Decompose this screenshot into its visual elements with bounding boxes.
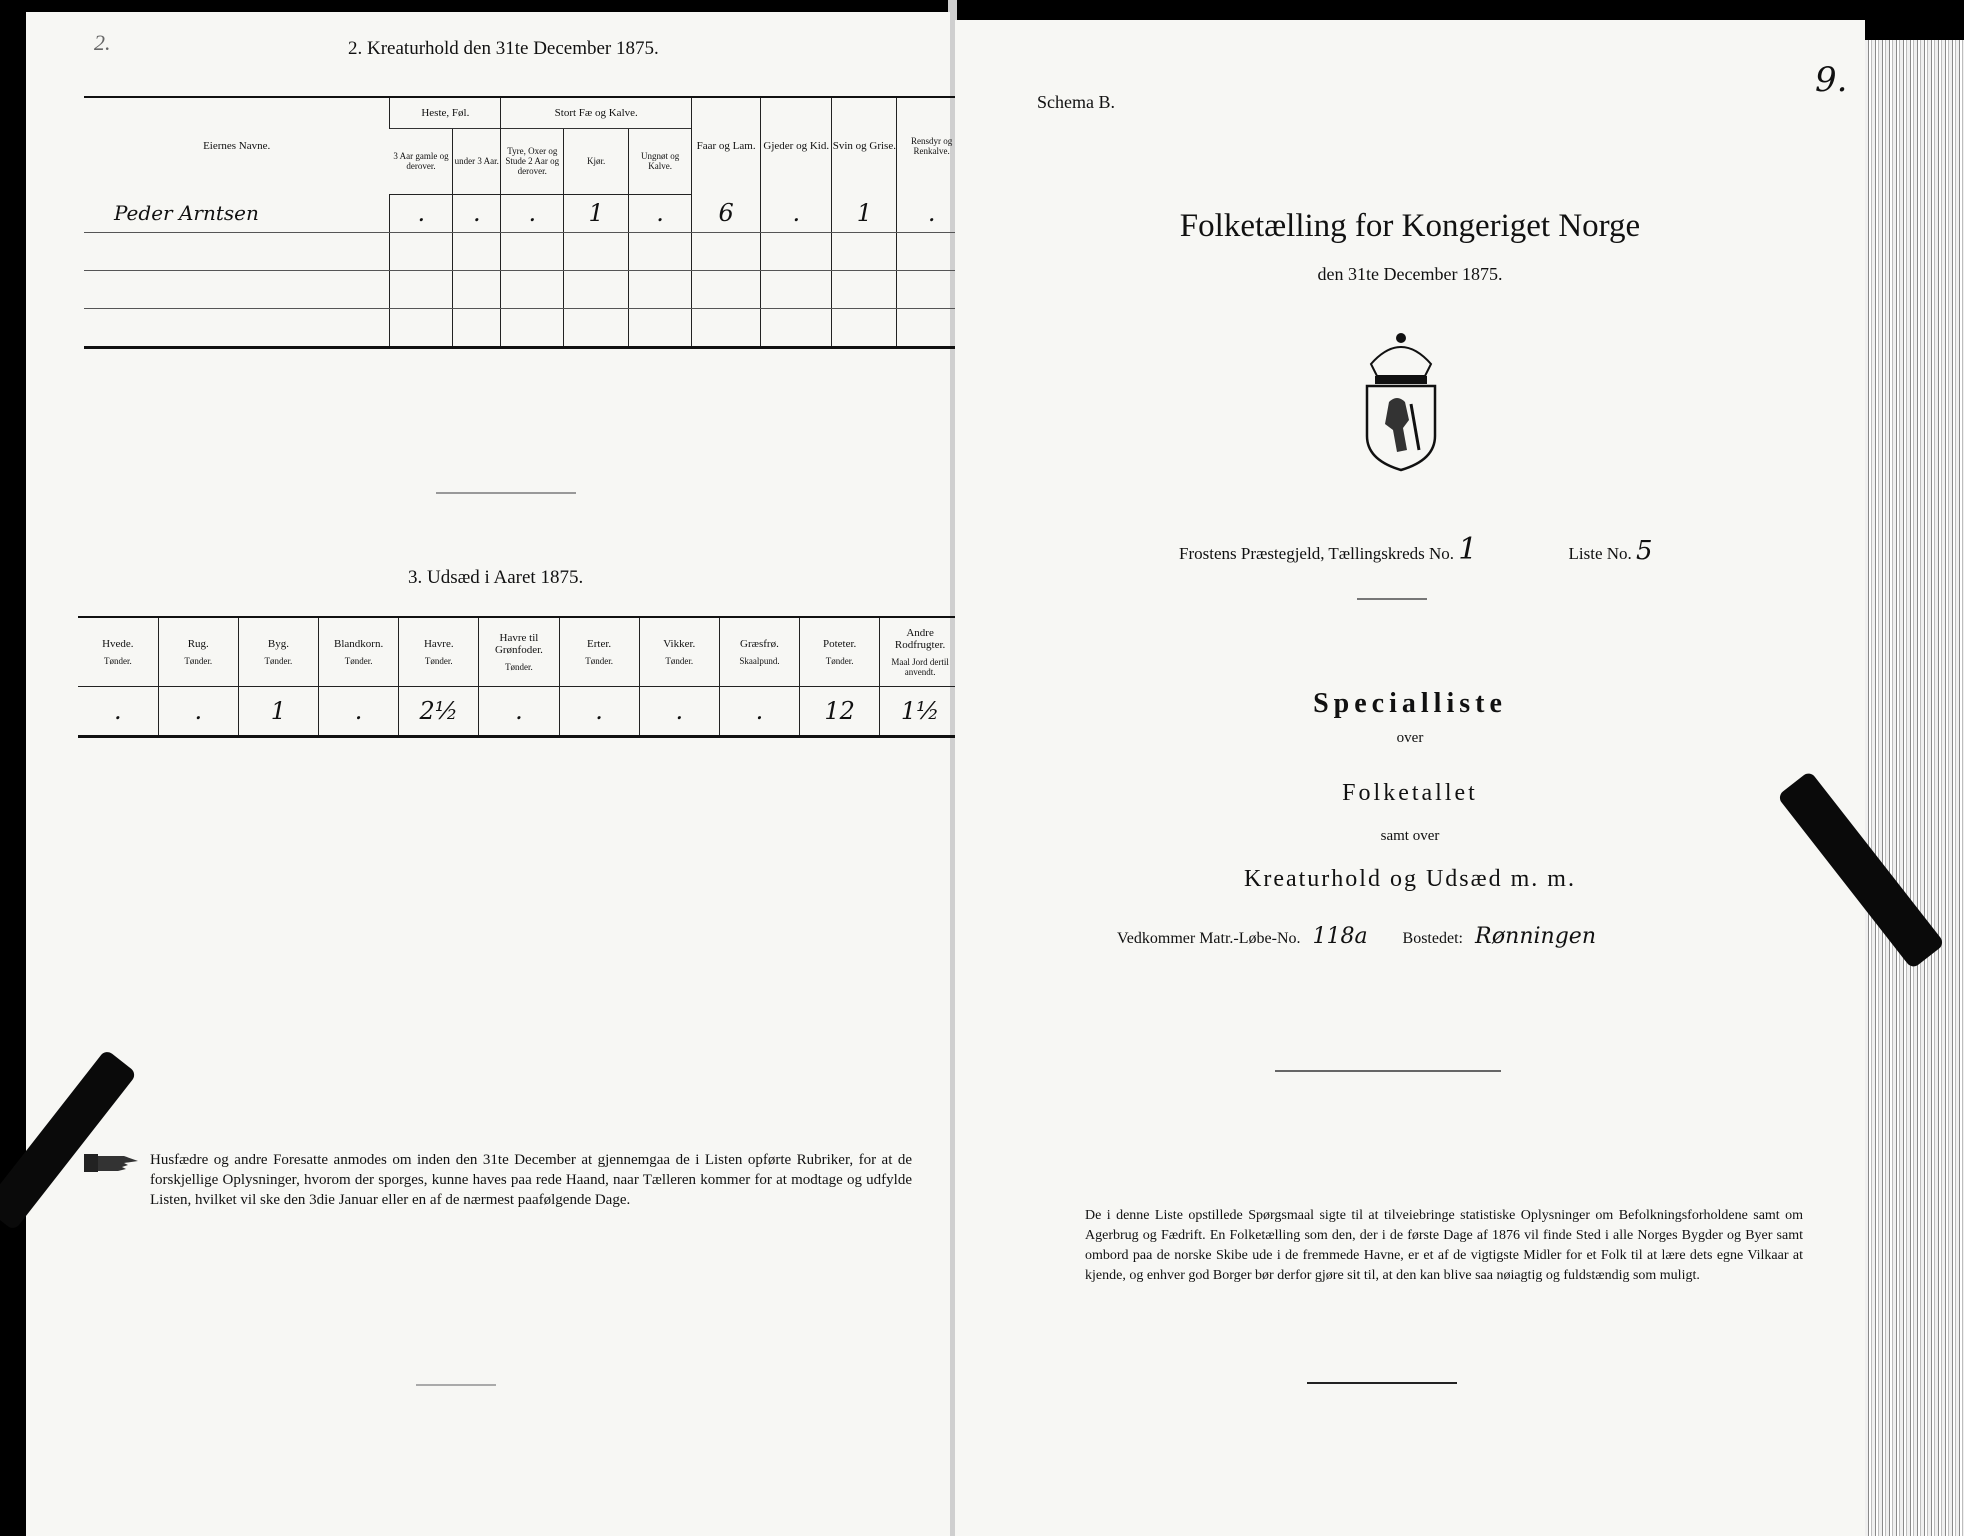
cell-pigs: 1 — [832, 194, 897, 232]
sowing-header-name: Havre. — [423, 638, 454, 650]
sowing-value: . — [319, 687, 399, 737]
sowing-header-name: Poteter. — [822, 638, 857, 650]
sowing-value: . — [639, 687, 719, 737]
cell-horses-old: . — [390, 194, 453, 232]
reindeer-header: Rensdyr og Renkalve. — [897, 97, 966, 194]
table-row — [84, 308, 966, 347]
samt-over-text: samt over — [1380, 828, 1440, 844]
sowing-header — [78, 617, 158, 687]
sowing-header — [238, 617, 318, 687]
sowing-header — [319, 617, 399, 687]
sowing-header-unit: Skaalpund. — [739, 656, 780, 666]
sowing-table — [78, 616, 960, 738]
sowing-header-name: Andre Rodfrugter. — [894, 627, 946, 651]
footer-text: De i denne Liste opstillede Spørgsmaal sigte til at tilveiebringe statistiske Oplysninger om Befolkningsforholdene samt om Agerbrug og Fædrift. En Folketælling som den, der i de første Dage af 1876 vil finde Sted i alle Norges Bygder og Byer samt ombord paa de norske Skibe ude i de fremmede Havne, er et af de vigtigste Midler for et Folk til at lære dets egne Vilkaar at kjende, og enhver god Borger bør derfor gjøre sit til, at den kan blive saa nøiagtig og fuldstændig som muligt. — [1085, 1208, 1803, 1283]
owner-name: Peder Arntsen — [84, 194, 390, 232]
table-row — [84, 270, 966, 308]
sowing-header-name: Blandkorn. — [334, 638, 384, 650]
cell-cows: 1 — [564, 194, 629, 232]
cell-goats: . — [761, 194, 832, 232]
over-text: over — [1396, 730, 1424, 746]
sowing-value: . — [78, 687, 158, 737]
divider — [1307, 1382, 1457, 1384]
sowing-header-unit: Tønder. — [505, 662, 533, 672]
left-page — [26, 12, 953, 1536]
corner-mark: 2. — [94, 30, 111, 55]
table-row — [84, 232, 966, 270]
sowing-header-unit: Tønder. — [103, 656, 132, 666]
district-label: Tællingskreds No. — [1328, 544, 1455, 563]
sowing-header — [719, 617, 799, 687]
divider — [436, 492, 576, 494]
horses-old-header: 3 Aar gamle og derover. — [390, 129, 453, 194]
sowing-value: 1½ — [880, 687, 960, 737]
district-value: 1 — [1458, 532, 1478, 567]
page-edge-stack — [1862, 40, 1964, 1536]
coat-of-arms-icon — [1353, 324, 1449, 472]
sowing-header-unit: Tønder. — [184, 656, 213, 666]
schema-label: Schema B. — [1037, 92, 1115, 112]
pointing-hand-icon — [84, 1152, 140, 1174]
sowing-header-unit: Tønder. — [825, 656, 854, 666]
sowing-header-unit: Tønder. — [264, 656, 293, 666]
pigs-header: Svin og Grise. — [832, 97, 897, 194]
sowing-header — [158, 617, 238, 687]
sheep-header: Faar og Lam. — [692, 97, 761, 194]
sowing-value: 1 — [238, 687, 318, 737]
parish-label: Frostens Præstegjeld, — [1179, 544, 1325, 563]
calves-header: Ungnøt og Kalve. — [629, 129, 692, 194]
sowing-header — [479, 617, 559, 687]
table-row — [84, 194, 966, 232]
right-page — [955, 20, 1865, 1536]
cell-bulls: . — [501, 194, 564, 232]
sowing-header — [800, 617, 880, 687]
section3-title: 3. Udsæd i Aaret 1875. — [408, 567, 584, 588]
notice-text: Husfædre og andre Foresatte anmodes om inden den 31te December at gjennemgaa de i Listen opførte Rubriker, for at de forskjellige Oplysninger, hvorom der sporges, kunne haves paa rede Haand, naar Tælleren kommer for at modtage og udfylde Listen, hvilket vil ske den 3die Januar eller en af de nærmest paafølgende Dage. — [150, 1152, 912, 1208]
special-title: Specialliste — [1313, 688, 1507, 719]
bulls-header: Tyre, Oxer og Stude 2 Aar og derover. — [501, 129, 564, 194]
sowing-header-unit: Tønder. — [665, 656, 694, 666]
cell-reindeer: . — [897, 194, 966, 232]
sowing-header-name: Vikker. — [663, 638, 696, 650]
bosted-label: Bostedet: — [1402, 930, 1463, 947]
table-row — [78, 687, 960, 737]
folketallet-text: Folketallet — [1342, 780, 1478, 806]
sowing-value: . — [158, 687, 238, 737]
date-line: den 31te December 1875. — [1317, 264, 1503, 284]
bosted-value: Rønningen — [1474, 924, 1596, 949]
cows-header: Kjør. — [564, 129, 629, 194]
horses-young-header: under 3 Aar. — [453, 129, 501, 194]
cattle-group-header: Stort Fæ og Kalve. — [501, 97, 692, 129]
sowing-value: . — [719, 687, 799, 737]
goats-header: Gjeder og Kid. — [761, 97, 832, 194]
sowing-header-name: Rug. — [187, 638, 209, 650]
matr-line — [1117, 924, 1596, 949]
page-number: 9. — [1815, 60, 1848, 100]
kreaturhold-text: Kreaturhold og Udsæd m. m. — [1244, 866, 1576, 892]
sowing-value: 12 — [800, 687, 880, 737]
cell-calves: . — [629, 194, 692, 232]
cell-sheep: 6 — [692, 194, 761, 232]
matr-label: Vedkommer Matr.-Løbe-No. — [1117, 930, 1301, 947]
list-label: Liste No. — [1568, 544, 1632, 563]
main-title: Folketælling for Kongeriget Norge — [1179, 208, 1641, 244]
sowing-header-name: Græsfrø. — [740, 638, 779, 650]
sowing-header-name: Erter. — [587, 638, 612, 650]
livestock-table — [84, 96, 966, 349]
district-line — [1179, 532, 1653, 567]
sowing-header — [639, 617, 719, 687]
cell-horses-young: . — [453, 194, 501, 232]
sowing-header-name: Havre til Grønfoder. — [494, 632, 543, 656]
sowing-value: . — [559, 687, 639, 737]
sowing-header — [399, 617, 479, 687]
owner-header: Eiernes Navne. — [84, 97, 390, 194]
divider — [416, 1384, 496, 1386]
sowing-header-name: Hvede. — [102, 638, 134, 650]
sowing-header-name: Byg. — [267, 638, 289, 650]
matr-value: 118a — [1312, 924, 1368, 949]
divider — [1357, 598, 1427, 600]
list-value: 5 — [1636, 536, 1653, 566]
sowing-value: . — [479, 687, 559, 737]
sowing-header — [559, 617, 639, 687]
horses-group-header: Heste, Føl. — [390, 97, 501, 129]
sowing-header-unit: Tønder. — [344, 656, 373, 666]
sowing-header-unit: Tønder. — [585, 656, 613, 666]
divider — [1275, 1070, 1501, 1072]
sowing-header — [880, 617, 960, 687]
section2-title: 2. Kreaturhold den 31te December 1875. — [348, 38, 659, 59]
sowing-header-unit: Tønder. — [424, 656, 453, 666]
sowing-value: 2½ — [399, 687, 479, 737]
sowing-header-unit: Maal Jord dertil anvendt. — [891, 657, 949, 677]
